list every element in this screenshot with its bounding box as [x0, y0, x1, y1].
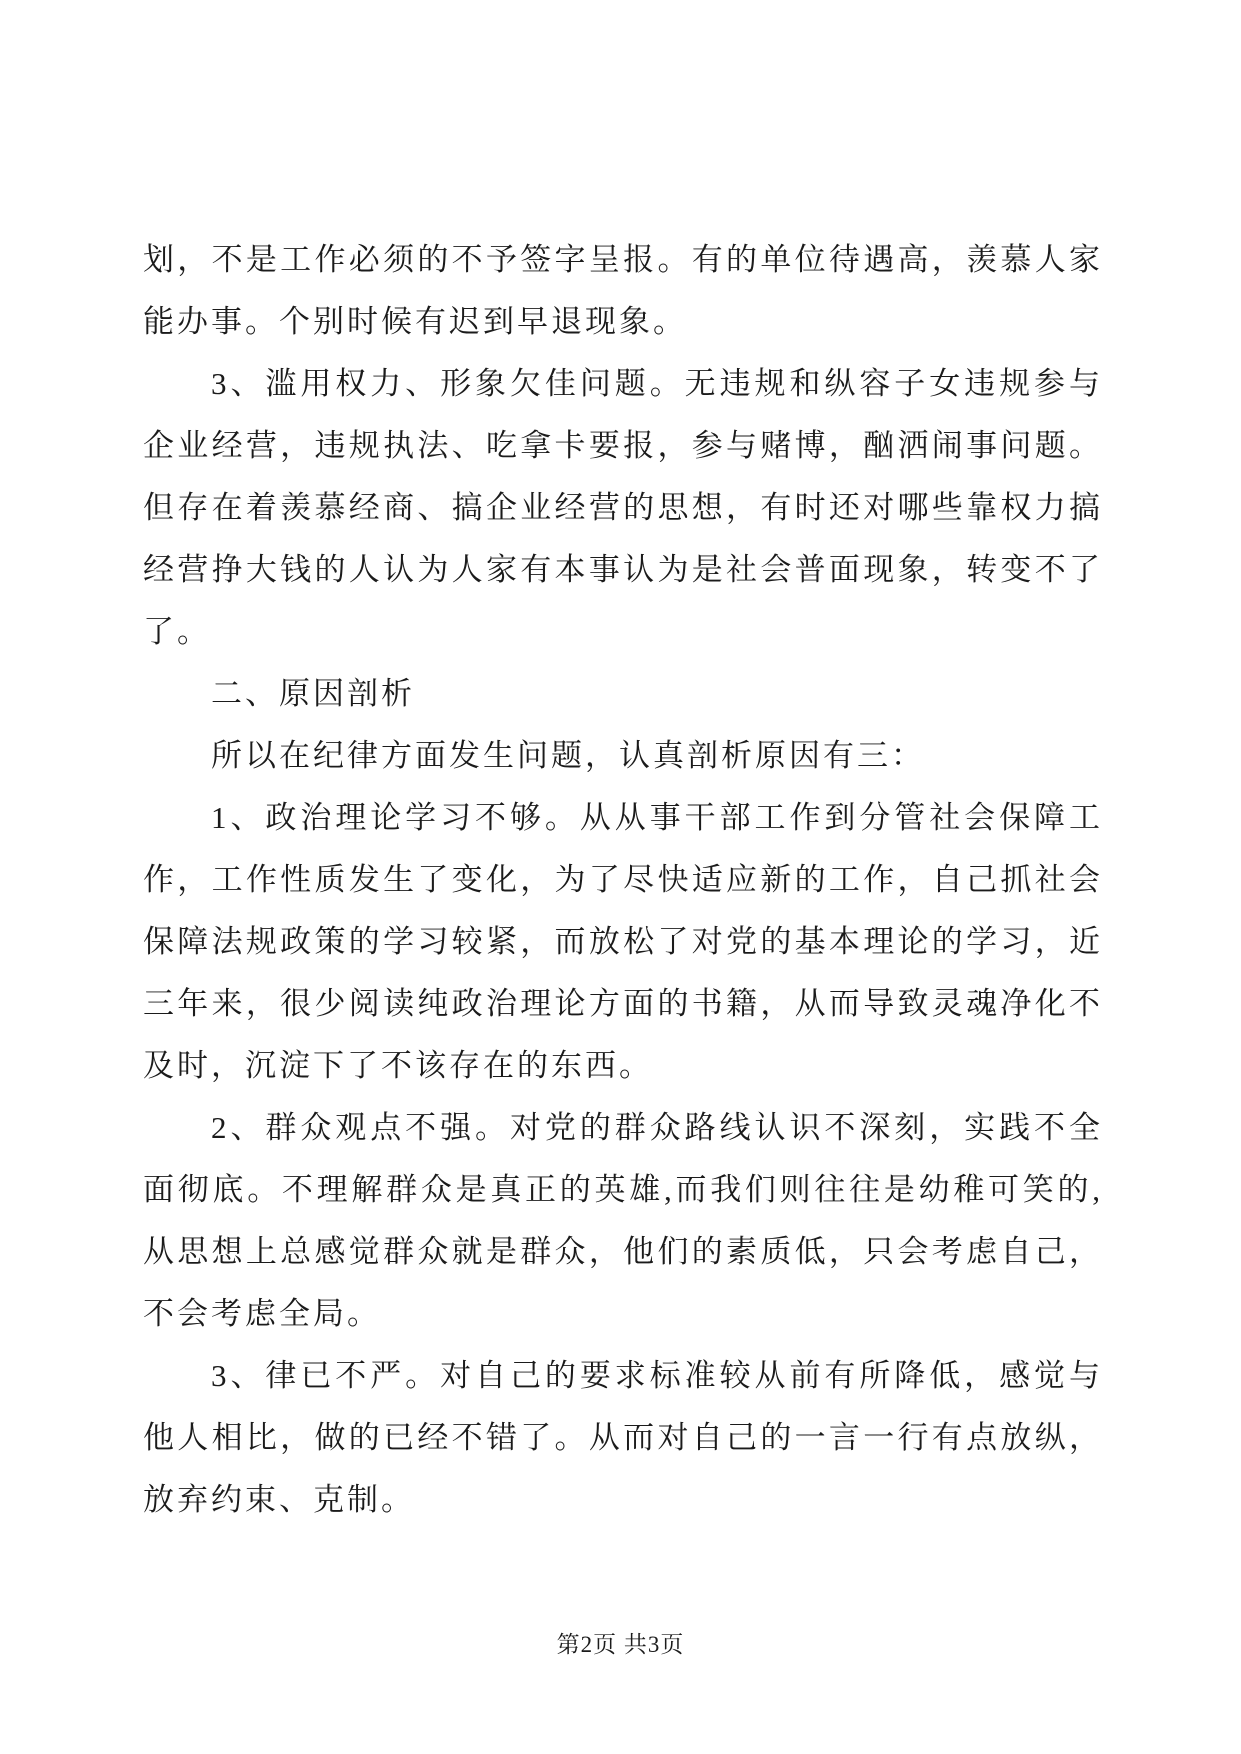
- paragraph-item-3-abuse-of-power: 3、滥用权力、形象欠佳问题。无违规和纵容子女违规参与企业经营，违规执法、吃拿卡要报，参与赌博，酗洒闹事问题。但存在着羡慕经商、搞企业经营的思想，有时还对哪些靠权力搞经营挣大钱的人认为人家有本事认为是社会普面现象，转变不了了。: [143, 366, 1103, 649]
- paragraph-cause-2-mass-viewpoint: 2、群众观点不强。对党的群众路线认识不深刻，实践不全面彻底。不理解群众是真正的英雄,而我们则往往是幼稚可笑的,从思想上总感觉群众就是群众，他们的素质低，只会考虑自己，不会考虑全局。: [143, 1110, 1103, 1331]
- page-footer: [0, 1626, 1241, 1659]
- section-heading-cause-analysis: 二、原因剖析: [211, 676, 415, 711]
- paragraph-cause-1-political-theory: 1、政治理论学习不够。从从事干部工作到分管社会保障工作，工作性质发生了变化，为了尽快适应新的工作，自己抓社会保障法规政策的学习较紧，而放松了对党的基本理论的学习，近三年来，很少阅读纯政治理论方面的书籍，从而导致灵魂净化不及时，沉淀下了不该存在的东西。: [143, 800, 1103, 1083]
- document-body: [143, 229, 1103, 1531]
- paragraph-cause-intro: 所以在纪律方面发生问题，认真剖析原因有三：: [211, 738, 925, 773]
- paragraph-cause-3-self-discipline: 3、律已不严。对自己的要求标准较从前有所降低，感觉与他人相比，做的已经不错了。从而对自己的一言一行有点放纵，放弃约束、克制。: [143, 1358, 1103, 1517]
- page-number-text: 第2页 共3页: [556, 1632, 685, 1657]
- paragraph-continuation: 划，不是工作必须的不予签字呈报。有的单位待遇高，羡慕人家能办事。个别时候有迟到早退现象。: [143, 242, 1103, 339]
